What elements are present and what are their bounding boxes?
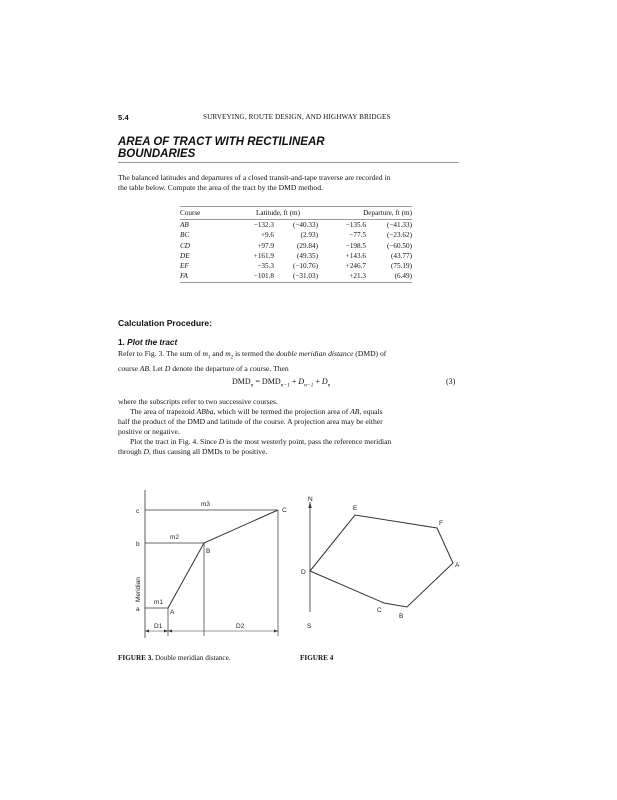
figure-3-caption [118, 654, 231, 662]
row-departure: +246.7 [345, 262, 366, 271]
row-course: FA [180, 272, 188, 281]
row-latitude: −101.8 [253, 272, 274, 281]
row-departure-m: (−23.62) [386, 231, 412, 240]
label-a-lower: a [136, 606, 140, 613]
table-header-rule [180, 219, 412, 220]
col-header-departure: Departure, ft (m) [363, 209, 412, 218]
tract-polygon [310, 515, 453, 607]
col-header-course: Course [180, 209, 201, 218]
label-m3: m3 [201, 501, 211, 508]
p2-line: where the subscripts refer to two successive courses. [118, 397, 278, 406]
row-departure: +21.3 [349, 272, 366, 281]
arrow-right-icon [274, 630, 278, 633]
label-m2: m2 [170, 534, 180, 541]
row-departure: +143.6 [345, 251, 366, 260]
row-latitude: −132.3 [253, 221, 274, 229]
step1-paragraph2 [118, 397, 460, 457]
table-row [180, 251, 412, 261]
row-latitude: −35.3 [257, 262, 274, 271]
table-row [180, 261, 412, 271]
label-F: F [439, 520, 443, 527]
calc-heading: Calculation Procedure: [118, 318, 213, 328]
label-C: C [377, 607, 382, 614]
step1-heading [118, 338, 177, 347]
figure-3-caption-label: FIGURE 3. [118, 654, 154, 662]
intro-paragraph [118, 173, 460, 193]
row-latitude: +161.9 [253, 251, 274, 260]
p1-line1: Refer to Fig. 3. The sum of $m_1$ and $m_2$ is termed the double meridian distance (DMD) of [118, 349, 387, 361]
label-C: C [282, 507, 287, 514]
label-B: B [206, 548, 211, 555]
step1-paragraph1 [118, 349, 460, 374]
label-E: E [353, 505, 358, 512]
section-title-line1: AREA OF TRACT WITH RECTILINEAR [118, 136, 325, 148]
label-A: A [170, 609, 175, 616]
p4-line1: Plot the tract in Fig. 4. Since D is the most westerly point, pass the reference meridian [130, 437, 392, 446]
section-title-line2: BOUNDARIES [118, 148, 196, 160]
traverse-line [168, 510, 278, 608]
step1-title: Plot the tract [127, 338, 178, 347]
table-row [180, 271, 412, 281]
row-course: CD [180, 241, 190, 250]
running-title: SURVEYING, ROUTE DESIGN, AND HIGHWAY BRIDGES [203, 113, 391, 121]
page-number: 5.4 [118, 113, 129, 122]
row-departure-m: (6.49) [394, 272, 412, 281]
row-latitude-m: (2.93) [300, 231, 318, 240]
row-departure-m: (−60.50) [386, 241, 412, 250]
p4-line2: through D, thus causing all DMDs to be positive. [118, 447, 268, 456]
figure-3-caption-text: Double meridian distance. [154, 654, 231, 662]
p3-line2: half the product of the DMD and latitude of the course. A projection area may be either [118, 417, 383, 426]
row-latitude-m: (29.84) [297, 241, 318, 250]
label-B: B [399, 613, 404, 620]
label-m1: m1 [154, 599, 164, 606]
p1-line2: course AB. Let D denote the departure of a course. Then [118, 363, 289, 373]
equation-dmd: $DMD_n = DMD_{n-1} + D_{n-1} + D_n$ [232, 377, 331, 389]
label-c-lower: c [136, 508, 140, 515]
row-latitude-m: (−31.03) [292, 272, 318, 281]
table-row [180, 241, 412, 251]
row-latitude: +97.9 [257, 241, 274, 250]
row-departure-m: (43.77) [391, 251, 412, 260]
label-A: A [455, 562, 460, 569]
row-departure-m: (−41.33) [386, 221, 412, 229]
traverse-table-wrap [180, 206, 412, 283]
equation-number: (3) [446, 377, 456, 386]
table-bottom-rule [180, 282, 412, 283]
row-course: BC [180, 231, 190, 240]
label-N: N [308, 496, 313, 503]
label-b-lower: b [136, 541, 140, 548]
p3-line1: The area of trapezoid ABba, which will be termed the projection area of AB, equals [130, 407, 383, 416]
arrow-left-icon [145, 630, 149, 633]
row-course: EF [180, 262, 189, 271]
intro-line2: the table below. Compute the area of the tract by the DMD method. [118, 183, 323, 192]
table-row [180, 230, 412, 240]
figure-4-diagram [300, 490, 468, 635]
row-latitude: +9.6 [260, 231, 274, 240]
row-departure: −77.5 [349, 231, 366, 240]
label-meridian: Meridian [135, 577, 142, 602]
p3-line3: positive or negative. [118, 427, 180, 436]
row-departure: −198.5 [345, 241, 366, 250]
figure-3-diagram [118, 490, 298, 640]
row-latitude-m: (49.35) [297, 251, 318, 260]
label-D2: D2 [236, 623, 245, 630]
row-course: DE [180, 251, 190, 260]
label-S: S [307, 623, 312, 630]
row-departure: −135.6 [345, 221, 366, 229]
label-D1: D1 [154, 623, 163, 630]
row-course: AB [180, 221, 189, 229]
section-title [118, 136, 458, 160]
row-latitude-m: (−10.76) [292, 262, 318, 271]
row-latitude-m: (−40.33) [292, 221, 318, 229]
title-rule [118, 162, 459, 163]
intro-line1: The balanced latitudes and departures of a closed transit-and-tape traverse are recorded in [118, 173, 391, 182]
arrow-d2-start-icon [168, 630, 172, 633]
row-departure-m: (75.19) [391, 262, 412, 271]
figure-4-caption: FIGURE 4 [300, 654, 334, 662]
arrow-d1-end-icon [164, 630, 168, 633]
label-D: D [301, 569, 306, 576]
step1-number: 1. [118, 338, 125, 347]
table-row [180, 220, 412, 230]
col-header-latitude: Latitude, ft (m) [255, 209, 301, 218]
